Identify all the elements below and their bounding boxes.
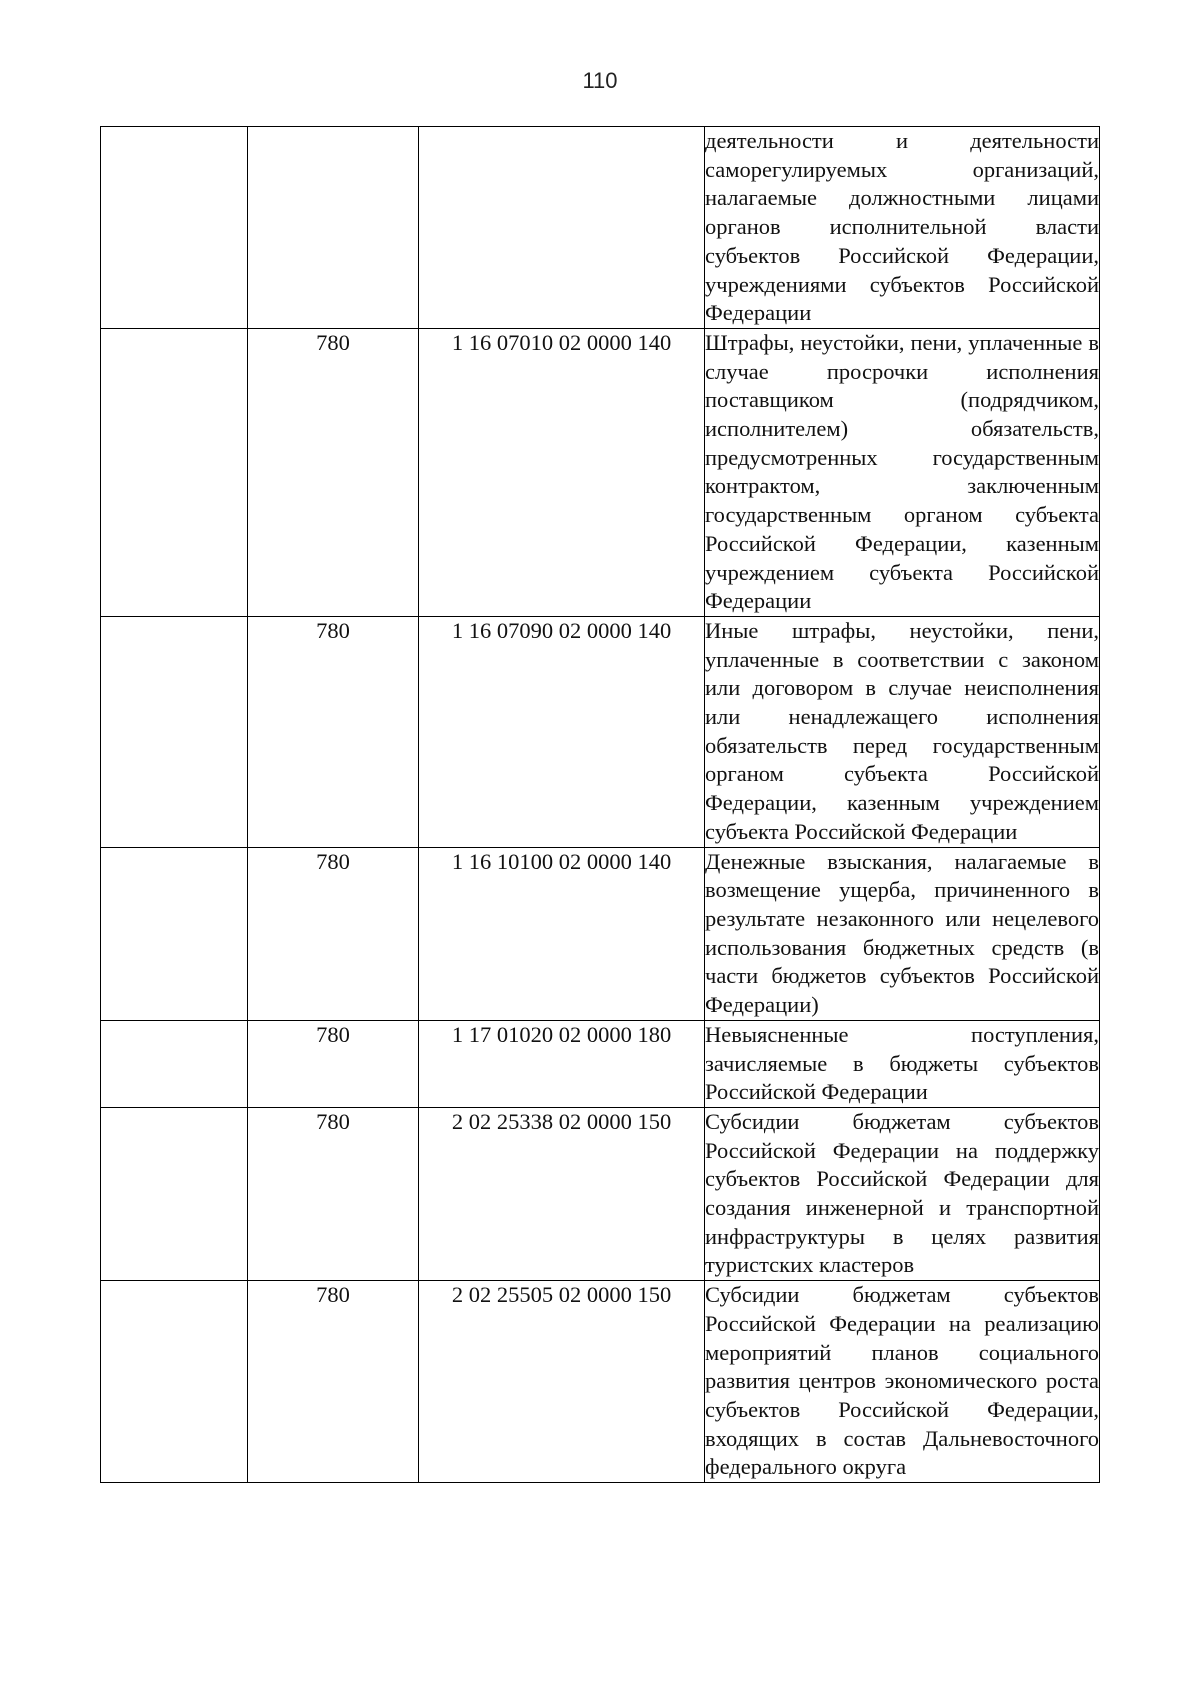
table-row bbox=[101, 1020, 1100, 1107]
table-row bbox=[101, 1107, 1100, 1280]
admin-code-cell: 780 bbox=[248, 847, 419, 1020]
revenue-name-cell: Субсидии бюджетам субъектов Российской Федерации на реализацию мероприятий планов социального развития центров экономического роста субъектов Российской Федерации, входящих в состав Дальневосточного федерального округа bbox=[705, 1281, 1100, 1483]
budget-code-cell: 1 17 01020 02 0000 180 bbox=[419, 1020, 705, 1107]
admin-code-cell bbox=[248, 127, 419, 329]
budget-code-cell: 1 16 07090 02 0000 140 bbox=[419, 616, 705, 847]
revenue-codes-table bbox=[100, 126, 1100, 1483]
empty-cell bbox=[101, 1107, 248, 1280]
empty-cell bbox=[101, 847, 248, 1020]
admin-code-cell: 780 bbox=[248, 1281, 419, 1483]
budget-code-cell: 1 16 07010 02 0000 140 bbox=[419, 328, 705, 616]
table-row bbox=[101, 328, 1100, 616]
table-row bbox=[101, 127, 1100, 329]
empty-cell bbox=[101, 1020, 248, 1107]
table-row bbox=[101, 847, 1100, 1020]
table-row bbox=[101, 1281, 1100, 1483]
empty-cell bbox=[101, 1281, 248, 1483]
budget-code-cell: 2 02 25338 02 0000 150 bbox=[419, 1107, 705, 1280]
admin-code-cell: 780 bbox=[248, 328, 419, 616]
empty-cell bbox=[101, 616, 248, 847]
revenue-name-cell: Иные штрафы, неустойки, пени, уплаченные в соответствии с законом или договором в случае неисполнения или ненадлежащего исполнения обязательств перед государственным органом субъекта Российской Федерации, казенным учреждением субъекта Российской Федерации bbox=[705, 616, 1100, 847]
budget-code-cell bbox=[419, 127, 705, 329]
budget-code-cell: 2 02 25505 02 0000 150 bbox=[419, 1281, 705, 1483]
admin-code-cell: 780 bbox=[248, 1107, 419, 1280]
empty-cell bbox=[101, 127, 248, 329]
table-row bbox=[101, 616, 1100, 847]
revenue-name-cell: деятельности и деятельности саморегулируемых организаций, налагаемые должностными лицами органов исполнительной власти субъектов Российской Федерации, учреждениями субъектов Российской Федерации bbox=[705, 127, 1100, 329]
revenue-name-cell: Невыясненные поступления, зачисляемые в бюджеты субъектов Российской Федерации bbox=[705, 1020, 1100, 1107]
revenue-name-cell: Штрафы, неустойки, пени, уплаченные в случае просрочки исполнения поставщиком (подрядчиком, исполнителем) обязательств, предусмотренных государственным контрактом, заключенным государственным органом субъекта Российской Федерации, казенным учреждением субъекта Российской Федерации bbox=[705, 328, 1100, 616]
admin-code-cell: 780 bbox=[248, 616, 419, 847]
revenue-name-cell: Денежные взыскания, налагаемые в возмещение ущерба, причиненного в результате незаконного или нецелевого использования бюджетных средств (в части бюджетов субъектов Российской Федерации) bbox=[705, 847, 1100, 1020]
page-number: 110 bbox=[582, 68, 618, 93]
empty-cell bbox=[101, 328, 248, 616]
admin-code-cell: 780 bbox=[248, 1020, 419, 1107]
revenue-name-cell: Субсидии бюджетам субъектов Российской Федерации на поддержку субъектов Российской Федерации для создания инженерной и транспортной инфраструктуры в целях развития туристских кластеров bbox=[705, 1107, 1100, 1280]
budget-code-cell: 1 16 10100 02 0000 140 bbox=[419, 847, 705, 1020]
